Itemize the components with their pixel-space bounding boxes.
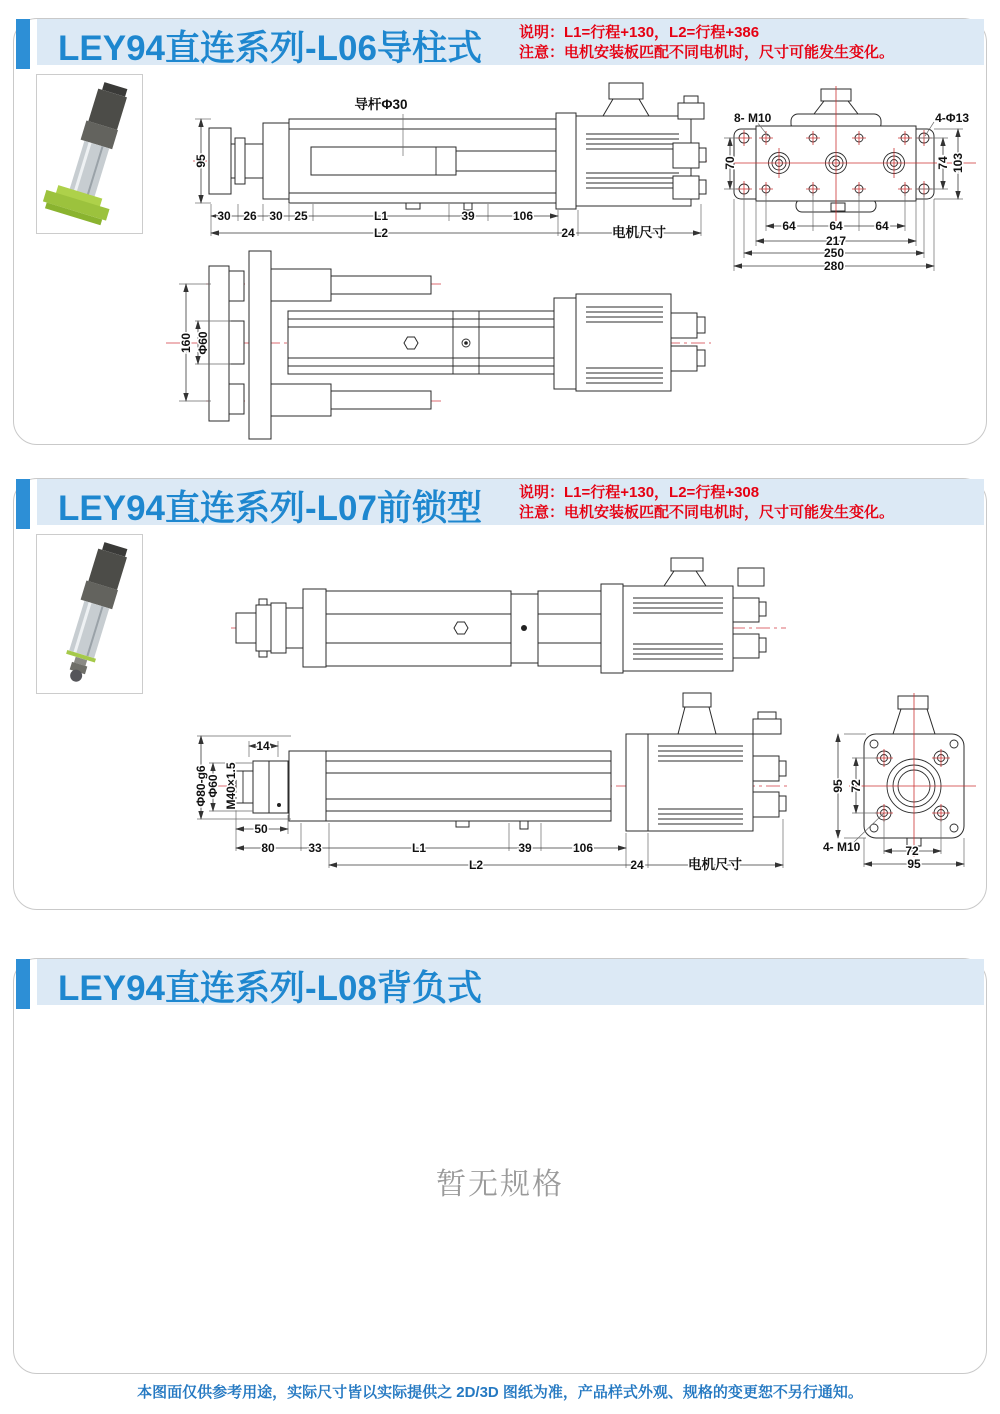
dim-label: 217 [825,234,847,248]
dim-label: 50 [254,822,268,836]
dim-label: 160 [179,332,193,354]
part-outlines [236,558,766,673]
dim-label: 导杆Φ30 [354,97,408,112]
section-l07-notes [519,483,984,523]
dim-label: 24 [561,226,575,240]
dim-label: 电机尺寸 [688,857,742,872]
section-l06-panel [13,18,987,445]
dim-label: 4-Φ13 [935,111,969,125]
dim-label: 14 [256,739,270,753]
section-l08-panel [13,958,987,1374]
section-l07-accent-bar [16,479,30,529]
l06-side-view-drawing [181,76,741,246]
dim-label: 24 [630,858,644,872]
dim-label: 4- M10 [823,840,861,854]
dim-label: 95 [194,154,208,168]
section-l06-accent-bar [16,19,30,69]
dim-label: 25 [294,209,308,223]
dim-label: L1 [373,209,389,223]
section-l08-accent-bar [16,959,30,1009]
part-outlines [209,251,705,439]
product-photo-l06-image [37,75,142,233]
footer-disclaimer: 本图面仅供参考用途，实际尺寸皆以实际提供之 2D/3D 图纸为准，产品样式外观、规格的变更恕不另行通知。 [137,1384,863,1401]
l07-top-view-drawing [226,556,796,706]
section-l06-title: LEY94直连系列-L06导柱式 [58,29,482,68]
dim-label: 8- M10 [734,111,772,125]
dim-label: 95 [831,779,845,793]
l07-flange-view-drawing [804,689,986,879]
product-photo-l06 [36,74,143,234]
product-photo-l07-image [37,535,142,693]
dim-label: Φ80-g6 [194,765,208,807]
section-l07-title: LEY94直连系列-L07前锁型 [58,489,482,528]
part-outlines [849,693,976,857]
part-outlines [734,89,934,212]
note-line: 注意：电机安装板匹配不同电机时，尺寸可能发生变化。 [519,44,895,61]
section-l08-title: LEY94直连系列-L08背负式 [58,969,482,1008]
product-photo-l07 [36,534,143,694]
dim-label: 95 [907,857,921,871]
note-line: 注意：电机安装板匹配不同电机时，尺寸可能发生变化。 [519,504,895,521]
dim-label: M40×1.5 [224,762,238,810]
dim-label: 103 [951,152,965,174]
dim-label: 74 [936,156,950,170]
l07-side-view-drawing [191,689,801,884]
part-outlines [209,83,706,210]
part-outlines [236,693,786,831]
dim-label: 30 [217,209,231,223]
l06-plate-view-drawing [716,86,986,291]
dim-label: 64 [782,219,796,233]
dim-label: 30 [269,209,283,223]
dim-label: 64 [875,219,889,233]
dim-label: Φ60 [196,331,210,355]
dim-label: 39 [518,841,532,855]
dim-label: L2 [468,858,484,872]
note-line: 说明：L1=行程+130，L2=行程+386 [519,24,760,41]
dim-label: L2 [373,226,389,240]
dim-label: 电机尺寸 [612,225,666,240]
section-l06-notes [519,23,984,63]
dim-label: 72 [849,779,863,793]
dim-label: 39 [461,209,475,223]
dim-label: 70 [723,156,737,170]
dim-label: Φ60 [206,774,220,798]
dim-label: 106 [572,841,594,855]
dim-label: 80 [261,841,275,855]
dim-label: 106 [512,209,534,223]
no-spec-text: 暂无规格 [436,1168,564,1201]
section-l07-panel [13,478,987,910]
dim-label: 280 [823,259,845,273]
l06-top-view-drawing [151,249,731,444]
note-line: 说明：L1=行程+130，L2=行程+308 [519,484,760,501]
dim-label: 250 [823,246,845,260]
dim-label: 64 [829,219,843,233]
dim-label: 26 [243,209,257,223]
dim-label: 33 [308,841,322,855]
dim-label: L1 [411,841,427,855]
dim-label: 72 [905,844,919,858]
